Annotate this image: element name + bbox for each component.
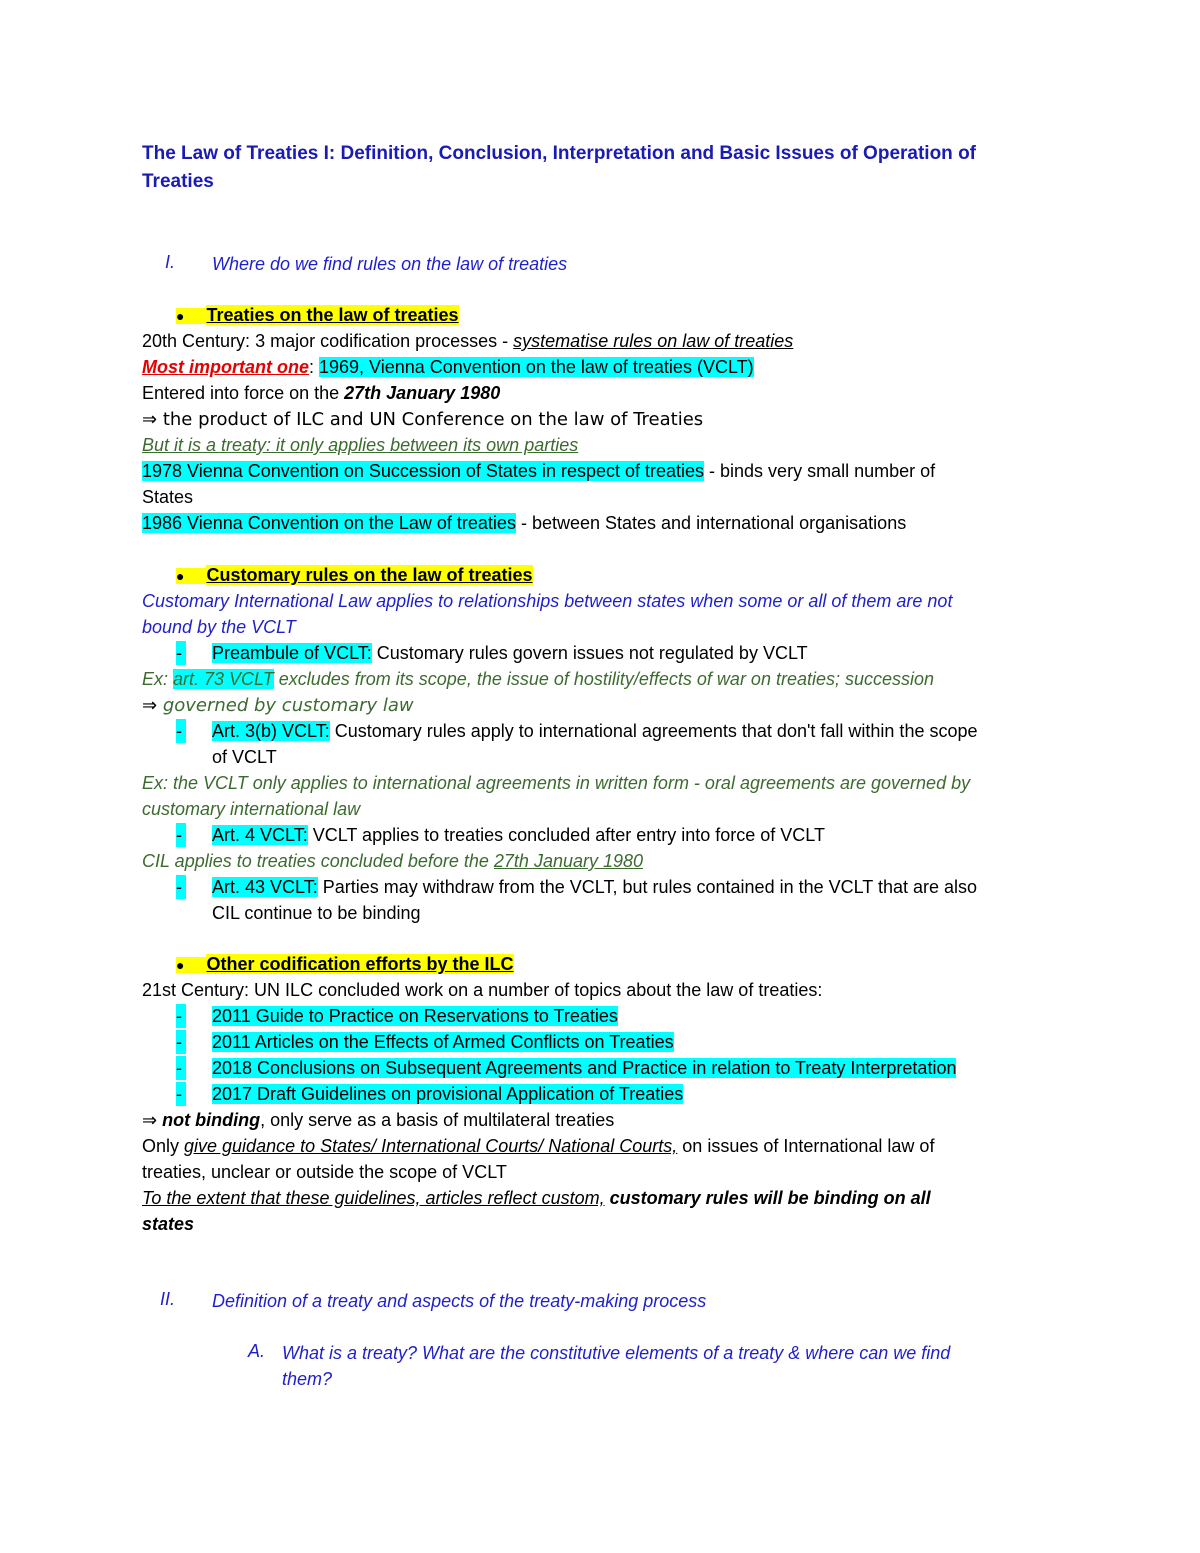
text-run: on issues of International law of [677, 1136, 935, 1156]
custom-underlined: To the extent that these guidelines, articles reflect custom, [142, 1188, 605, 1208]
line-1986-convention [142, 511, 906, 535]
bullet-b [176, 563, 533, 588]
guidance-line [142, 1134, 934, 1158]
ilc-item [212, 1004, 618, 1028]
text-run: excludes from its scope, the issue of hostility/effects of war on treaties; succession [273, 669, 935, 689]
subsection-a-letter: A. [248, 1341, 266, 1361]
not-binding-line [142, 1108, 614, 1133]
section-2-heading: Definition of a treaty and aspects of the treaty-making process [212, 1291, 707, 1311]
ilc-item-text: 2011 Guide to Practice on Reservations to Treaties [212, 1006, 618, 1026]
text-run: CIL continue to be binding [212, 903, 421, 923]
arrow-icon: ⇒ [142, 409, 158, 430]
guidance-underlined: give guidance to States/ International Courts/ National Courts, [184, 1136, 678, 1156]
text-run: Customary rules apply to international agreements that don't fall within the scope [329, 721, 978, 741]
line-only-parties: But it is a treaty: it only applies between its own parties [142, 435, 579, 455]
most-important-label: Most important one [142, 357, 309, 377]
cil-line-1: Customary International Law applies to relationships between states when some or all of them are not [142, 591, 953, 611]
cil-before-line [142, 849, 643, 873]
dash-marker: - [176, 1056, 186, 1080]
arrow-icon: ⇒ [142, 695, 158, 716]
text-run: 20th Century: 3 major codification processes - [142, 331, 514, 351]
ilc-item-text: 2018 Conclusions on Subsequent Agreements and Practice in relation to Treaty Interpretation [212, 1058, 957, 1078]
art4-highlight: Art. 4 VCLT: [212, 825, 308, 845]
vclt-1986-highlight: 1986 Vienna Convention on the Law of treaties [142, 513, 516, 533]
preambule-line [212, 641, 808, 665]
text-run: , only serve as a basis of multilateral treaties [260, 1110, 615, 1130]
example-written-form: Ex: the VCLT only applies to international agreements in written form - oral agreements are governed by [142, 773, 971, 793]
example-art73 [142, 667, 934, 691]
not-binding-bold: not binding [157, 1110, 261, 1130]
custom-bold: customary rules will be binding on all [604, 1188, 931, 1208]
bullet-a-heading: Treaties on the law of treaties [206, 305, 459, 325]
art3b-highlight: Art. 3(b) VCLT: [212, 721, 330, 741]
line-ilc-product [142, 407, 703, 432]
dash-marker: - [176, 1004, 186, 1028]
custom-line-2: states [142, 1214, 195, 1234]
subsection-a-heading: What is a treaty? What are the constitutive elements of a treaty & where can we find [282, 1343, 951, 1363]
ilc-21st-line: 21st Century: UN ILC concluded work on a number of topics about the law of treaties: [142, 980, 823, 1000]
ilc-item [212, 1082, 683, 1106]
custom-line [142, 1186, 931, 1210]
art43-line-2 [212, 901, 428, 925]
bullet-b-heading: Customary rules on the law of treaties [206, 565, 533, 585]
date-underlined: 27th January 1980 [493, 851, 644, 871]
text-run: CIL applies to treaties concluded before the [142, 851, 494, 871]
dash-marker: - [176, 719, 186, 743]
bullet-a-marker: ● [176, 308, 210, 324]
line-entered-force [142, 381, 500, 405]
text-run: - between States and international organisations [515, 513, 907, 533]
cil-line-2: bound by the VCLT [142, 617, 296, 637]
line-states: States [142, 487, 194, 507]
vclt-1969-highlight: 1969, Vienna Convention on the law of treaties (VCLT) [319, 357, 754, 377]
line-1978-convention [142, 459, 935, 483]
guidance-line-2: treaties, unclear or outside the scope of VCLT [142, 1162, 507, 1182]
date-bold: 27th January 1980 [344, 383, 501, 403]
art3b-line [212, 719, 978, 743]
ilc-item-text: 2017 Draft Guidelines on provisional Application of Treaties [212, 1084, 684, 1104]
text-run: VCLT applies to treaties concluded after entry into force of VCLT [307, 825, 825, 845]
text-run: Entered into force on the [142, 383, 345, 403]
dash-marker: - [176, 1030, 186, 1054]
section-2-numeral: II. [160, 1289, 176, 1309]
example-written-form-2: customary international law [142, 799, 361, 819]
ilc-item-text: 2011 Articles on the Effects of Armed Conflicts on Treaties [212, 1032, 674, 1052]
art3b-line-2: of VCLT [212, 747, 277, 767]
subsection-a-heading-2: them? [282, 1369, 333, 1389]
bullet-a [176, 303, 459, 328]
dash-marker: - [176, 823, 186, 847]
line-most-important [142, 355, 754, 379]
text-run: Ex: [142, 669, 174, 689]
art4-line [212, 823, 825, 847]
ilc-item [212, 1056, 956, 1080]
vclt-1978-highlight: 1978 Vienna Convention on Succession of States in respect of treaties [142, 461, 705, 481]
bullet-c-heading: Other codification efforts by the ILC [206, 954, 514, 974]
bullet-c-marker: ● [176, 957, 210, 973]
art43-line [212, 875, 977, 899]
text-run: Only [142, 1136, 185, 1156]
art73-highlight: art. 73 VCLT [173, 669, 274, 689]
preambule-highlight: Preambule of VCLT: [212, 643, 372, 663]
text-run: Parties may withdraw from the VCLT, but rules contained in the VCLT that are also [317, 877, 978, 897]
governed-line [142, 693, 414, 718]
bullet-b-marker: ● [176, 568, 210, 584]
dash-marker: - [176, 641, 186, 665]
art43-highlight: Art. 43 VCLT: [212, 877, 318, 897]
text-run: : [309, 357, 320, 377]
text-run: governed by customary law [157, 695, 414, 716]
text-run: Customary rules govern issues not regulated by VCLT [371, 643, 808, 663]
dash-marker: - [176, 875, 186, 899]
section-1-numeral: I. [165, 252, 176, 272]
text-run: the product of ILC and UN Conference on the law of Treaties [157, 409, 704, 430]
dash-marker: - [176, 1082, 186, 1106]
bullet-c [176, 952, 514, 977]
section-1-heading: Where do we find rules on the law of treaties [212, 254, 568, 274]
arrow-icon: ⇒ [142, 1110, 158, 1131]
line-20th-century [142, 329, 793, 353]
text-run: systematise rules on law of treaties [513, 331, 794, 351]
page-title: The Law of Treaties I: Definition, Conclusion, Interpretation and Basic Issues of Operation of Treaties [142, 143, 976, 192]
ilc-item [212, 1030, 674, 1054]
text-run: - binds very small number of [704, 461, 936, 481]
